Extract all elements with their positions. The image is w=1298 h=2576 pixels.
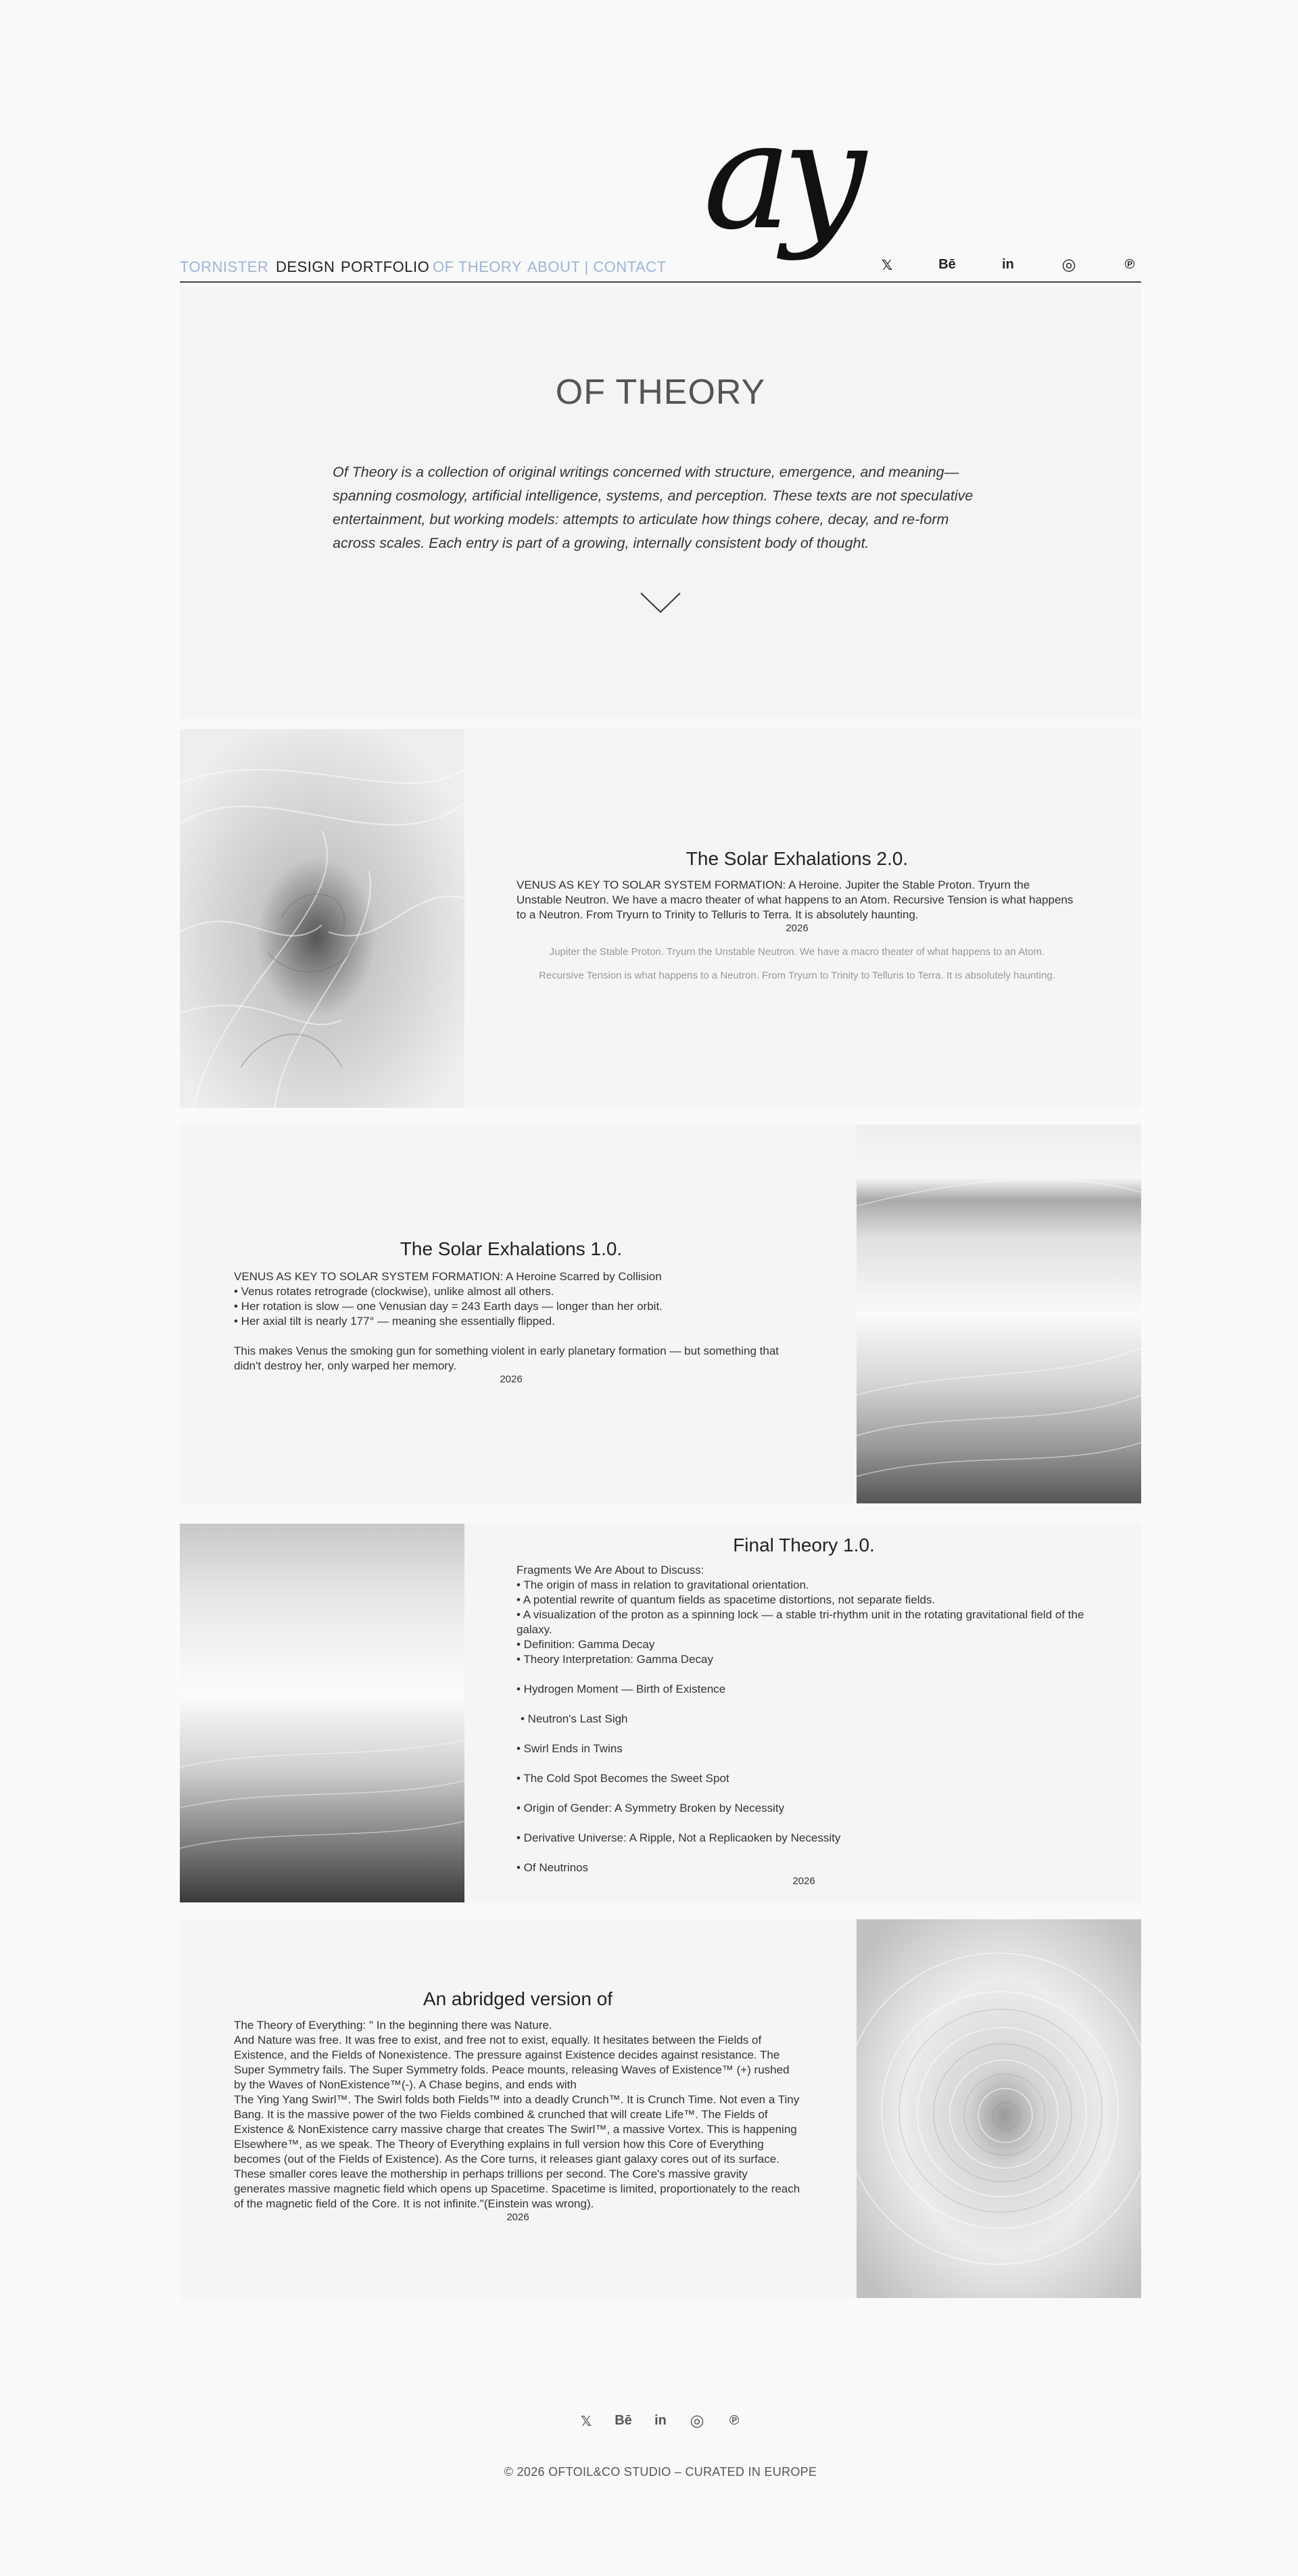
article-year: 2026 xyxy=(500,1374,523,1385)
article-title[interactable]: An abridged version of xyxy=(423,1988,613,2009)
article-line: This makes Venus the smoking gun for something violent in early planetary formation — but something that didn't destroy her, only warped her memory. xyxy=(234,1344,779,1372)
article-line-spacer xyxy=(516,1786,1091,1801)
nav-item-portfolio[interactable]: PORTFOLIO xyxy=(341,258,430,275)
article-final-theory xyxy=(180,1524,1141,1902)
article-body xyxy=(516,1563,1091,1875)
article-line: • Her axial tilt is nearly 177° — meaning she essentially flipped. xyxy=(234,1315,555,1328)
article-image-swirl[interactable] xyxy=(180,729,464,1108)
x-icon[interactable]: 𝕏 xyxy=(881,258,893,273)
article-body: The Theory of Everything: " In the beginning there was Nature. And Nature was free. It was free to exist, and free not to exist, equally. It hesitates between the Fields of Existence, and the Fields of Nonexistence. The pressure against Existence decides against resistance. The Super Symmetry fails. The Super Symmetry folds. Peace mounts, releasing Waves of Existence™ (+) rushed by the Waves of NonExistence™(-). A Chase begins, and ends with The Ying Yang Swirl™. The Swirl folds both Fields™ into a deadly Crunch™. It is Crunch Time. Not even a Tiny Bang. It is the massive power of the two Fields combined & crunched that will create Life™. The Fields of Existence & NonExistence carry massive charge that creates The Swirl™, a massive Vortex. This is happening Elsewhere™, as we speak. The Theory of Everything explains in full version how this Core of Everything becomes (out of the Fields of Existence). As the Core turns, it releases giant galaxy cores out of its surface. These smaller cores leave the mothership in perhaps trillions per second. The Core's massive gravity generates massive magnetic field which opens up Spacetime. Spacetime is limited, proportionately to the reach of the magnetic field of the Core. It is not infinite."(Einstein was wrong). xyxy=(234,2019,800,2210)
article-line: • Definition: Gamma Decay xyxy=(516,1638,655,1651)
nav-item-design[interactable]: DESIGN xyxy=(276,258,335,275)
nav-item-of-theory[interactable]: OF THEORY xyxy=(433,258,523,275)
x-icon[interactable]: 𝕏 xyxy=(580,2414,592,2429)
chevron-down-icon[interactable] xyxy=(640,592,681,613)
article-line: • A potential rewrite of quantum fields as spacetime distortions, not separate fields. xyxy=(516,1593,936,1606)
behance-icon[interactable]: Bē xyxy=(615,2413,632,2428)
footer-copyright: © 2026 OFTOIL&CO STUDIO – CURATED IN EUROPE xyxy=(504,2465,817,2479)
article-image-field[interactable] xyxy=(180,1524,464,1902)
article-line: • Hydrogen Moment — Birth of Existence xyxy=(516,1683,726,1695)
article-title[interactable]: The Solar Exhalations 2.0. xyxy=(686,848,909,869)
article-line: • Neutron's Last Sigh xyxy=(521,1712,628,1725)
article-line: • Of Neutrinos xyxy=(516,1861,589,1874)
article-line-spacer xyxy=(516,1727,1091,1741)
linkedin-icon[interactable]: in xyxy=(654,2413,667,2428)
article-line: Fragments We Are About to Discuss: xyxy=(516,1564,704,1576)
article-line-spacer xyxy=(516,1756,1091,1771)
nav-item-tornister[interactable]: TORNISTER xyxy=(180,258,269,275)
article-line: • Theory Interpretation: Gamma Decay xyxy=(516,1653,713,1666)
intro-text: Of Theory is a collection of original writings concerned with structure, emergence, and meaning—spanning cosmology, artificial intelligence, systems, and perception. These texts are not speculative entertainment, but working models: attempts to articulate how things cohere, decay, and re-form across scales. Each entry is part of a growing, internally consistent body of thought. xyxy=(333,464,974,551)
article-line-spacer xyxy=(516,1697,1091,1712)
article-image-waves[interactable] xyxy=(857,1125,1141,1503)
article-title[interactable]: Final Theory 1.0. xyxy=(733,1535,875,1555)
article-line-spacer xyxy=(516,1667,1091,1682)
article-line: • Swirl Ends in Twins xyxy=(516,1742,623,1755)
nav-item-about-contact[interactable]: ABOUT | CONTACT xyxy=(527,258,667,275)
article-line-spacer xyxy=(234,1329,788,1344)
article-year: 2026 xyxy=(506,2211,529,2223)
article-summary: VENUS AS KEY TO SOLAR SYSTEM FORMATION: A Heroine. Jupiter the Stable Proton. Tryurn the Unstable Neutron. We have a macro theater of what happens to an Atom. Recursive Tension is what happens to a Neutron. From Tryurn to Trinity to Telluris to Terra. It is absolutely haunting. xyxy=(516,879,1074,921)
article-line: • Derivative Universe: A Ripple, Not a Replicaoken by Necessity xyxy=(516,1831,841,1844)
article-excerpt-line: Jupiter the Stable Proton. Tryurn the Unstable Neutron. We have a macro theater of what happens to an Atom. xyxy=(549,946,1045,958)
intro-section xyxy=(180,286,1141,719)
article-solar-exhalations-2 xyxy=(180,729,1141,1108)
article-title[interactable]: The Solar Exhalations 1.0. xyxy=(400,1238,623,1259)
site-logo[interactable]: ay xyxy=(703,89,857,262)
pinterest-icon[interactable]: ℗ xyxy=(1124,257,1135,272)
article-abridged-theory xyxy=(180,1919,1141,2298)
article-image-vortex[interactable] xyxy=(857,1919,1141,2298)
article-line: VENUS AS KEY TO SOLAR SYSTEM FORMATION: A Heroine Scarred by Collision xyxy=(234,1270,662,1283)
article-line-spacer xyxy=(516,1816,1091,1831)
article-body xyxy=(234,1269,788,1374)
page-title: OF THEORY xyxy=(555,373,766,412)
article-line: • A visualization of the proton as a spinning lock — a stable tri-rhythm unit in the rotating gravitational field of the galaxy. xyxy=(516,1608,1084,1636)
behance-icon[interactable]: Bē xyxy=(938,257,956,272)
article-line: • Origin of Gender: A Symmetry Broken by Necessity xyxy=(516,1802,785,1814)
article-solar-exhalations-1 xyxy=(180,1125,1141,1503)
article-excerpt-line: Recursive Tension is what happens to a Neutron. From Tryurn to Trinity to Telluris to Terra. It is absolutely haunting. xyxy=(539,970,1055,981)
instagram-icon[interactable]: ◎ xyxy=(1061,256,1076,274)
article-line-spacer xyxy=(516,1846,1091,1860)
article-year: 2026 xyxy=(786,922,809,934)
instagram-icon[interactable]: ◎ xyxy=(690,2412,704,2430)
article-line: • Her rotation is slow — one Venusian day = 243 Earth days — longer than her orbit. xyxy=(234,1300,663,1313)
main-nav xyxy=(180,257,1141,283)
article-line: • The Cold Spot Becomes the Sweet Spot xyxy=(516,1772,729,1785)
article-line: • The origin of mass in relation to gravitational orientation. xyxy=(516,1578,809,1591)
linkedin-icon[interactable]: in xyxy=(1002,257,1014,272)
article-year: 2026 xyxy=(792,1875,815,1887)
pinterest-icon[interactable]: ℗ xyxy=(729,2413,740,2428)
article-line: • Venus rotates retrograde (clockwise), unlike almost all others. xyxy=(234,1285,554,1298)
